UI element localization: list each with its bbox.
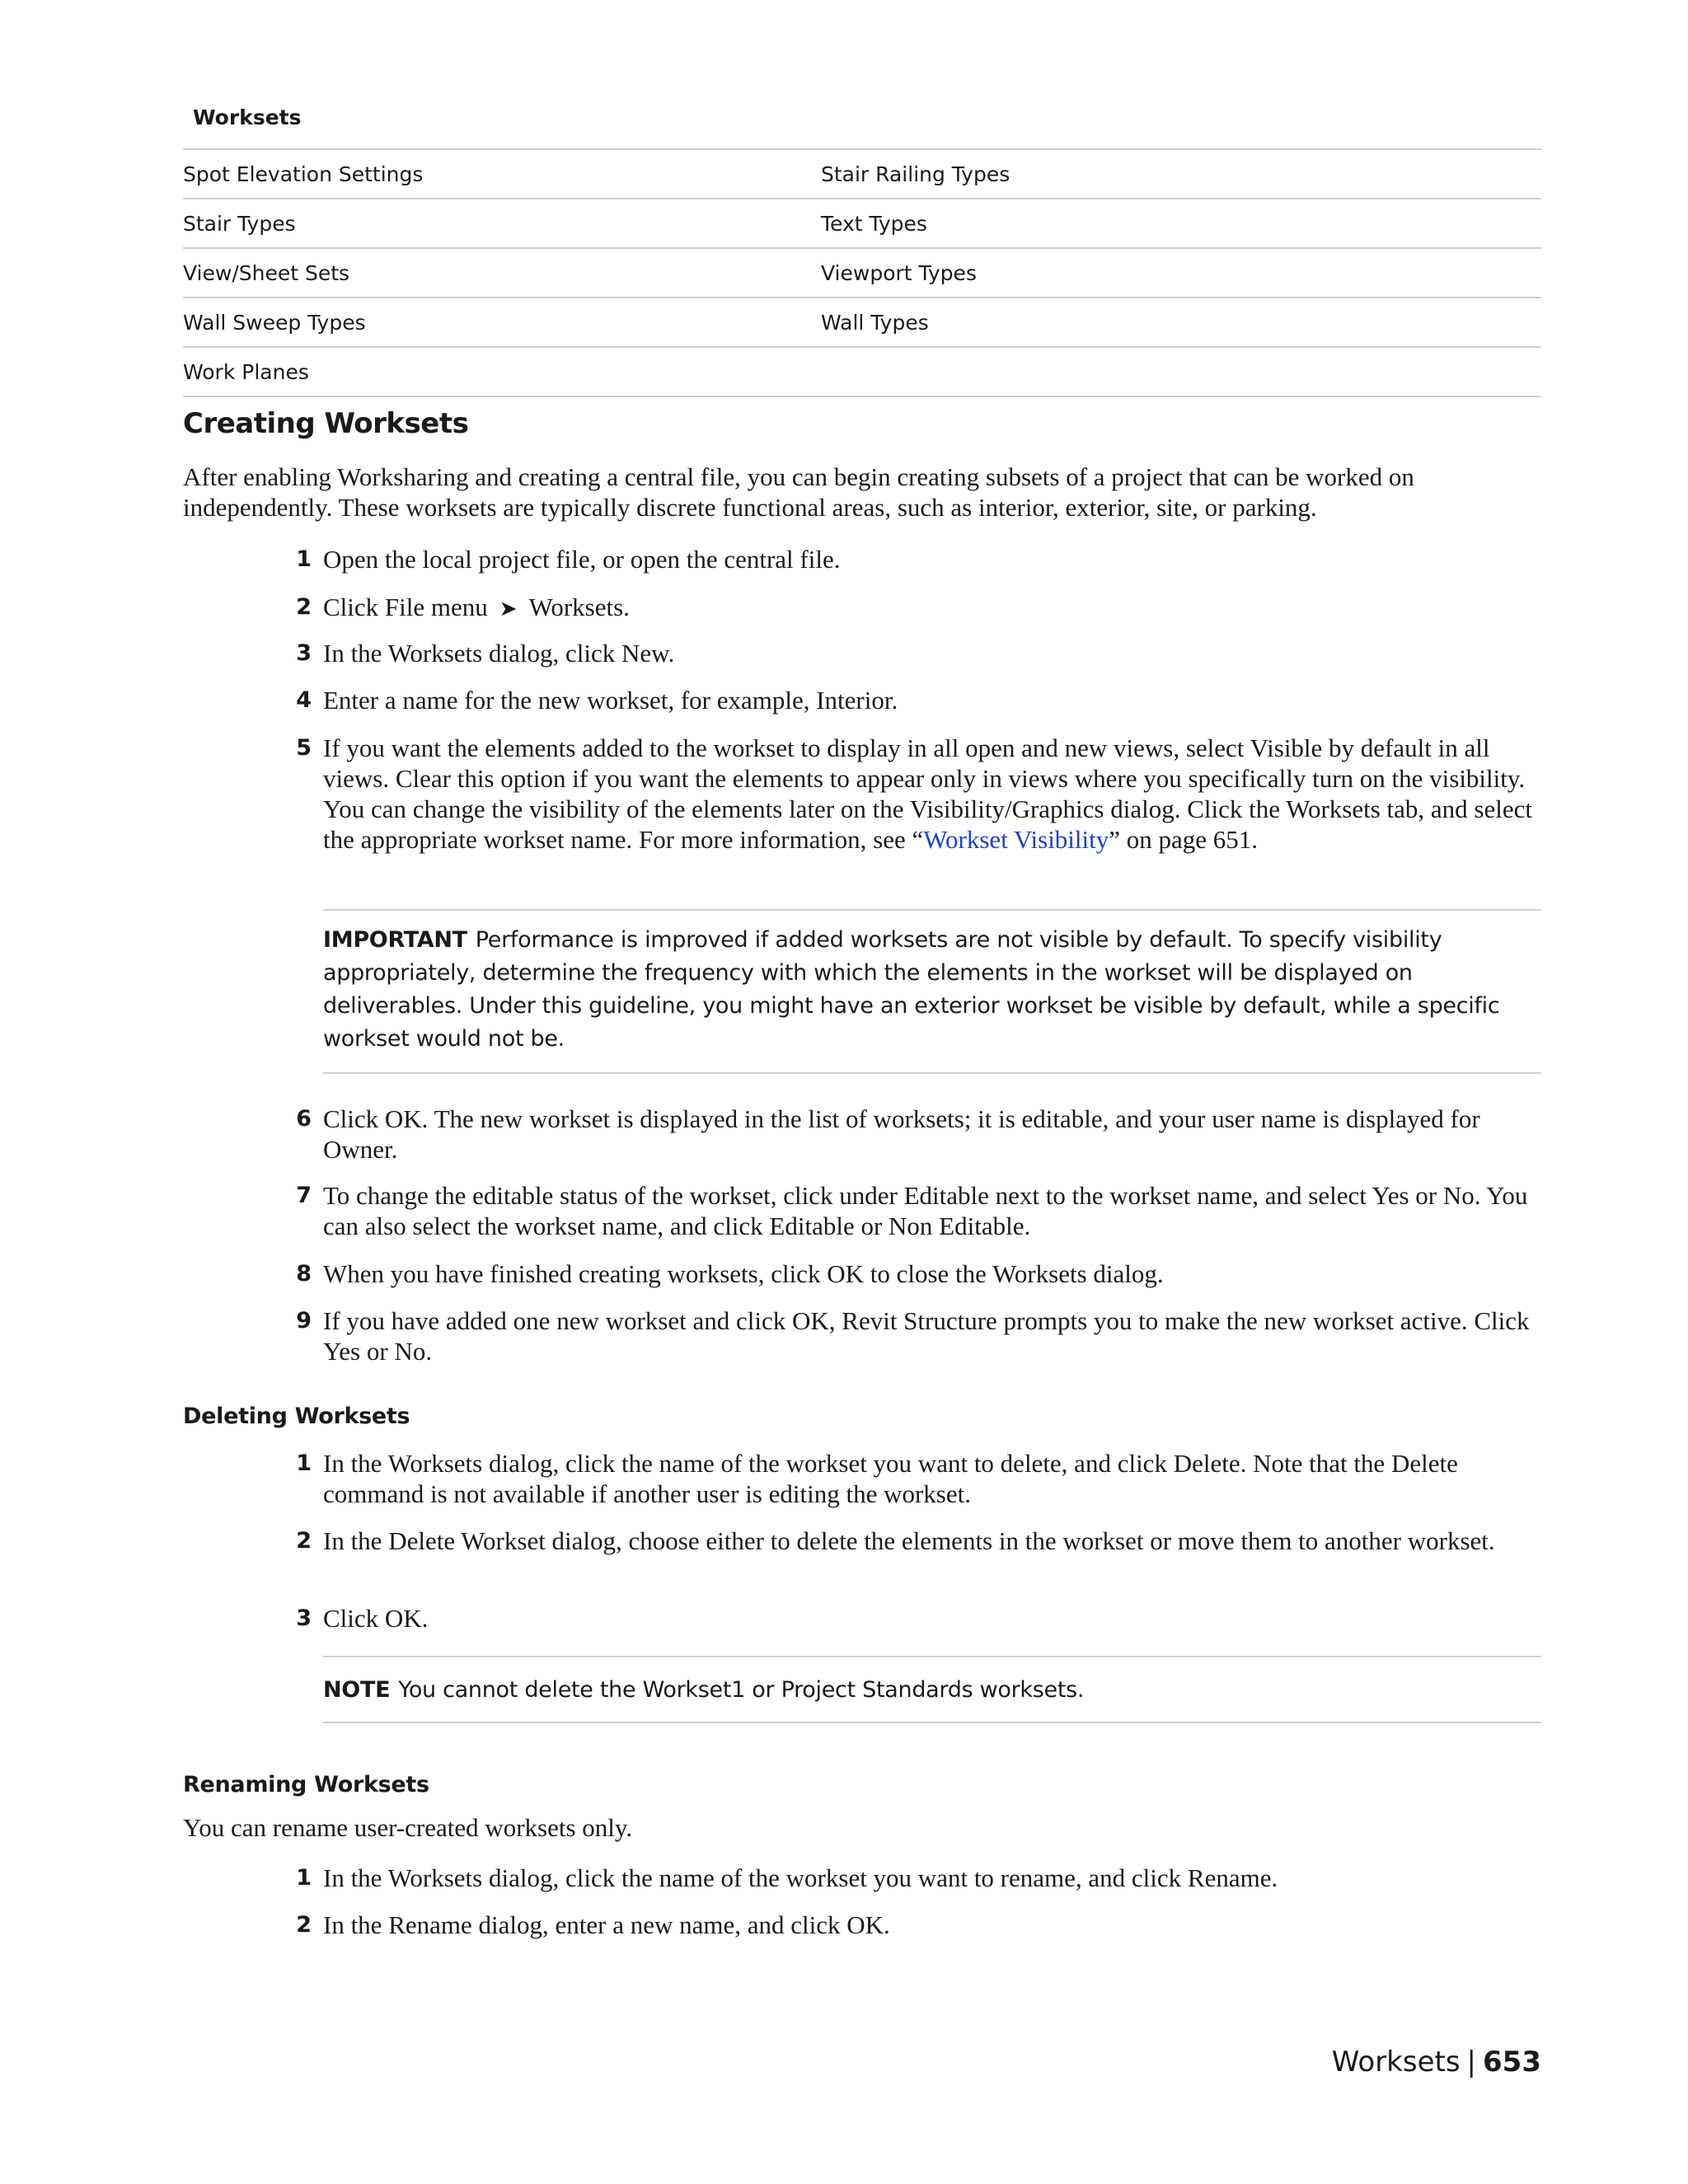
step-text: Click OK. The new workset is displayed in the list of worksets; it is editable, and your user name is displayed for Owner.: [323, 1104, 1480, 1164]
table-row: [183, 199, 1541, 248]
important-body: Performance is improved if added worksets are not visible by default. To specify visibility appropriately, determine the frequency with which the elements in the workset will be displayed on deliverables. Under this guideline, you might have an exterior workset be visible by default, while a specific workset would not be.: [323, 927, 1500, 1052]
step-text-start: If you want the elements added to the workset to display in all open and new views, select Visible by default in all views. Clear this option if you want the elements to appear only in views where you specifically turn on the visibility. You can change the visibility of the elements later on the Visibility/Graphics dialog. Click the Worksets tab, and select the appropriate workset name. For more information, see “: [323, 733, 1532, 854]
page-number: 653: [1483, 2046, 1541, 2079]
intro-paragraph: After enabling Worksharing and creating a central file, you can begin creating subsets of a project that can be worked on independently. These worksets are typically discrete functional areas, such as interior, exterior, site, or parking.: [183, 462, 1414, 522]
table-cell: Stair Types: [183, 199, 821, 248]
table-caption: Worksets: [193, 105, 302, 129]
table-row: [183, 347, 1541, 396]
important-callout: [323, 909, 1541, 1074]
step-number: 2: [296, 1528, 312, 1554]
table-row: [183, 298, 1541, 347]
step-text-end: Worksets.: [528, 593, 630, 621]
step-text: In the Worksets dialog, click the name of the workset you want to rename, and click Rename.: [323, 1863, 1278, 1892]
workset-visibility-link[interactable]: Workset Visibility: [923, 825, 1109, 854]
step-text: Enter a name for the new workset, for example, Interior.: [323, 686, 898, 715]
step-number: 4: [296, 687, 312, 713]
step-text: [323, 733, 1541, 855]
step-number: 1: [296, 1451, 312, 1476]
step-text: In the Worksets dialog, click New.: [323, 639, 675, 668]
footer-separator: |: [1466, 2046, 1477, 2079]
table-row: [183, 248, 1541, 298]
subsection-heading: Deleting Worksets: [183, 1404, 410, 1429]
step-number: 9: [296, 1308, 312, 1333]
step-text: To change the editable status of the workset, click under Editable next to the workset name, and select Yes or No. You can also select the workset name, and click Editable or Non Editable.: [323, 1181, 1528, 1240]
table-cell: Spot Elevation Settings: [183, 149, 821, 199]
menu-arrow-icon: ➤: [499, 597, 518, 621]
table-row: [183, 149, 1541, 199]
table-cell: Text Types: [821, 199, 1541, 248]
step-number: 8: [296, 1261, 312, 1286]
workset-types-table: [183, 148, 1541, 397]
note-body: You cannot delete the Workset1 or Project Standards worksets.: [398, 1677, 1085, 1703]
step-text: When you have finished creating worksets, click OK to close the Worksets dialog.: [323, 1259, 1164, 1288]
step-number: 3: [296, 640, 312, 666]
step-text: Click OK.: [323, 1604, 429, 1633]
note-text: [323, 1674, 1541, 1707]
important-label: IMPORTANT: [323, 927, 467, 953]
renaming-intro: You can rename user-created worksets only.: [183, 1813, 633, 1842]
step-number: 6: [296, 1106, 312, 1132]
subsection-heading: Renaming Worksets: [183, 1772, 429, 1797]
step-number: 1: [296, 546, 312, 572]
table-cell: Wall Sweep Types: [183, 298, 821, 347]
step-number: 1: [296, 1865, 312, 1891]
table-cell: Wall Types: [821, 298, 1541, 347]
step-number: 5: [296, 735, 312, 761]
note-label: NOTE: [323, 1677, 391, 1703]
step-text: In the Worksets dialog, click the name of the workset you want to delete, and click Delete. Note that the Delete command is not available if another user is editing the workset.: [323, 1449, 1458, 1508]
step-number: 7: [296, 1183, 312, 1208]
step-text: If you have added one new workset and click OK, Revit Structure prompts you to make the new workset active. Click Yes or No.: [323, 1306, 1530, 1366]
footer-section: Worksets: [1331, 2046, 1461, 2079]
important-text: [323, 924, 1541, 1056]
step-text: Open the local project file, or open the central file.: [323, 545, 841, 574]
table-cell: [821, 347, 1541, 396]
step-number: 2: [296, 594, 312, 620]
step-text: [323, 592, 1541, 625]
table-cell: Viewport Types: [821, 248, 1541, 298]
step-number: 2: [296, 1912, 312, 1938]
step-text: In the Delete Workset dialog, choose either to delete the elements in the workset or move them to another workset.: [323, 1526, 1495, 1555]
section-heading: Creating Worksets: [183, 407, 469, 440]
note-callout: [323, 1656, 1541, 1723]
table-cell: Work Planes: [183, 347, 821, 396]
page-footer: [1332, 2046, 1541, 2079]
step-number: 3: [296, 1605, 312, 1631]
step-text: In the Rename dialog, enter a new name, and click OK.: [323, 1910, 890, 1939]
step-text-end: ” on page 651.: [1109, 825, 1259, 854]
table-cell: View/Sheet Sets: [183, 248, 821, 298]
step-text-start: Click File menu: [323, 593, 488, 621]
table-cell: Stair Railing Types: [821, 149, 1541, 199]
